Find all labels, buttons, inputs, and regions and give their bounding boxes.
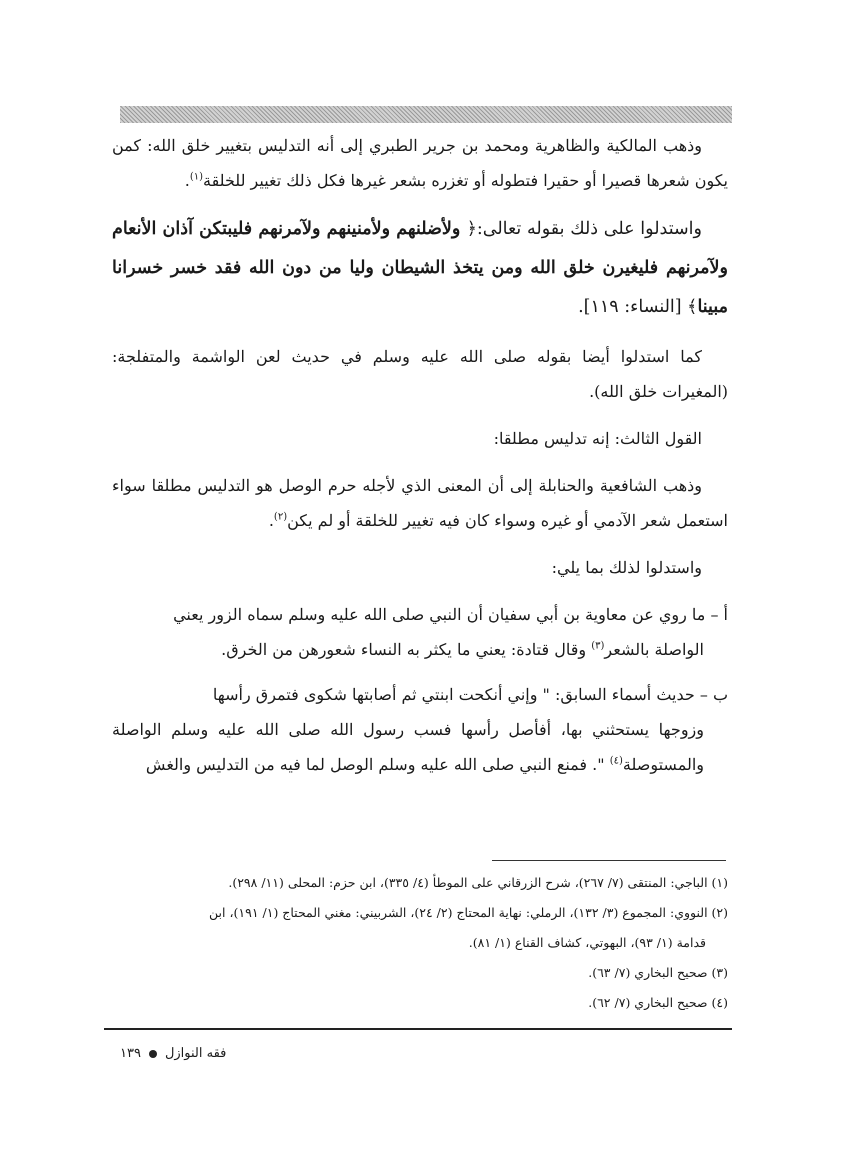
footnote-ref-2[interactable]: (٢) <box>273 511 288 523</box>
page-number: ١٣٩ <box>120 1046 141 1061</box>
footnote-ref-4[interactable]: (٤) <box>609 755 623 767</box>
paragraph-quran-evidence: واستدلوا على ذلك بقوله تعالى:﴿ ولأضلنهم ولأمنينهم ولآمرنهم فليبتكن آذان الأنعام ولآمرنهم فليغيرن خلق الله ومن يتخذ الشيطان وليا من دون الله فقد خسر خسرانا مبينا﴾ [النساء: ١١٩]. <box>112 219 728 317</box>
footnote-ref-3[interactable]: (٣) <box>591 640 605 652</box>
footnote-4: (٤) صحيح البخاري (٧/ ٦٢). <box>588 995 728 1010</box>
evidence-item-a: أ – ما روي عن معاوية بن أبي سفيان أن النبي صلى الله عليه وسلم سماه الزور يعني الواصلة بالشعر$^{(٣)}$ وقال قتادة: يعني ما يكثر به النساء شعورهن من الخرق. <box>173 605 728 659</box>
paragraph-malikiyya: وذهب المالكية والظاهرية ومحمد بن جرير الطبري إلى أنه التدليس بتغيير خلق الله: كمن يكون شعرها قصيرا أو حقيرا فتطوله أو تغزره بشعر غيرها فكل ذلك تغيير للخلقة$^{(١)}$. <box>112 136 728 190</box>
footnote-ref-1[interactable]: (١) <box>189 171 203 183</box>
footnote-3: (٣) صحيح البخاري (٧/ ٦٣). <box>588 965 728 980</box>
main-text <box>112 128 728 792</box>
footnote-separator <box>492 860 726 861</box>
paragraph-hadith-evidence: كما استدلوا أيضا بقوله صلى الله عليه وسلم في حديث لعن الواشمة والمتفلجة: (المغيرات خلق الله). <box>112 347 728 401</box>
book-title: فقه النوازل <box>164 1046 227 1061</box>
paragraph-shafiiyya: وذهب الشافعية والحنابلة إلى أن المعنى الذي لأجله حرم الوصل هو التدليس مطلقا سواء استعمل شعر الآدمي أو غيره وسواء كان فيه تغيير للخلقة أو لم يكن$^{(٢)}$. <box>112 476 728 530</box>
footer-rule <box>104 1028 732 1030</box>
footnotes <box>112 868 728 1018</box>
header-band <box>120 106 732 123</box>
page-footer <box>120 1046 226 1061</box>
quran-verse: ولأضلنهم ولأمنينهم ولآمرنهم فليبتكن آذان الأنعام ولآمرنهم فليغيرن خلق الله ومن يتخذ الشيطان وليا من دون الله فقد خسر خسرانا مبينا <box>112 219 728 317</box>
footnote-1: (١) الباجي: المنتقى (٧/ ٢٦٧)، شرح الزرقاني على الموطأ (٤/ ٣٣٥)، ابن حزم: المحلى (١١/ ٢٩٨). <box>228 875 728 890</box>
evidence-intro: واستدلوا لذلك بما يلي: <box>551 558 702 577</box>
footnote-2: (٢) النووي: المجموع (٣/ ١٣٢)، الرملي: نهاية المحتاج (٢/ ٢٤)، الشربيني: مغني المحتاج (١/ ١٩١)، ابن قدامة (١/ ٩٣)، البهوتي، كشاف القناع (١/ ٨١). <box>209 905 728 950</box>
third-opinion-heading: القول الثالث: إنه تدليس مطلقا: <box>493 429 702 448</box>
bullet-icon <box>149 1050 157 1058</box>
evidence-item-b: ب – حديث أسماء السابق: " وإني أنكحت ابنتي ثم أصابتها شكوى فتمرق رأسها وزوجها يستحثني بها، أفأصل رأسها فسب رسول الله صلى الله عليه وسلم الواصلة والمستوصلة$^{(٤)}$ ". فمنع النبي صلى الله عليه وسلم الوصل لما فيه من التدليس والغش <box>112 685 728 774</box>
